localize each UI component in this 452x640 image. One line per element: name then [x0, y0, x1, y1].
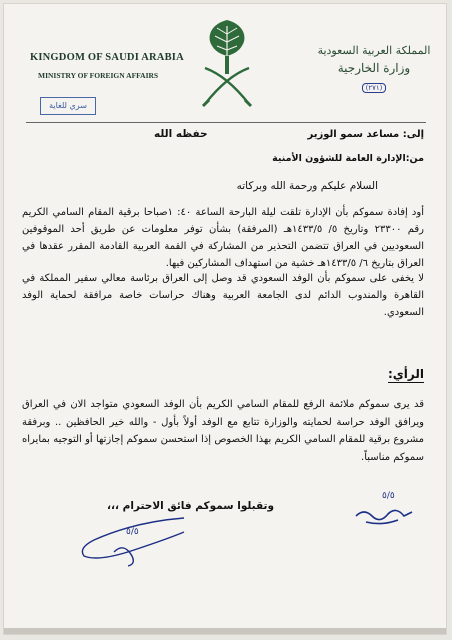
- opinion-heading-text: الرأي:: [388, 367, 424, 381]
- ministry-name-en: MINISTRY OF FOREIGN AFFAIRS: [38, 71, 159, 80]
- secret-stamp: سري للغاية: [40, 97, 96, 115]
- header-divider: [26, 122, 426, 123]
- saudi-emblem-icon: [197, 16, 257, 108]
- initials-signature-icon: [352, 486, 432, 530]
- recipient: إلى: مساعد سمو الوزير: [307, 129, 424, 140]
- scan-edge: [4, 628, 446, 634]
- paragraph-2: لا يخفى على سموكم بأن الوفد السعودي قد وصل إلى العراق برئاسة معالي سفير المملكة في القاهرة والمندوب الدائم لدى الجامعة العربية وهناك حراسات خاصة مرافقة لحماية الوفد السعودي.: [22, 273, 424, 318]
- opinion-heading: [24, 366, 424, 383]
- letter-page: [3, 3, 447, 635]
- paragraph-1: أود إفادة سموكم بأن الإدارة تلقت ليلة البارحة الساعة ٤٠: ١صباحا برقية المقام السامي الكريم رقم ٢٣٣٠٠ وتاريخ ٥/ ١٤٣٣/٥هـ (المرفقة) بشأن توفر معلومات عن طريق أحد الموقوفين السعوديين في العراق تتضمن التحذير من المشاركة في القمة العربية القادمة المقرر عقدها في العراق بتاريخ ٦/ ١٤٣٣/٥هـ خشية من استهداف المشاركين فيها.: [22, 207, 424, 269]
- english-letterhead: [30, 52, 184, 80]
- kingdom-name-ar: المملكة العربية السعودية: [317, 44, 431, 57]
- signature-icon: [74, 512, 194, 572]
- recipient-line: [24, 126, 424, 143]
- arabic-letterhead: [314, 44, 434, 94]
- sig-left-date: ٥/٥: [126, 527, 139, 537]
- kingdom-name-en: KINGDOM OF SAUDI ARABIA: [30, 52, 184, 63]
- ministry-name-ar: وزارة الخارجية: [337, 61, 411, 75]
- paragraph-3: قد يرى سموكم ملائمة الرفع للمقام السامي الكريم بأن الوفد السعودي متواجد الان في العراق ويرافق الوفد حراسة لحمايته والوزارة تتابع مع الوفد أولاً بأول - والله خير الحافظين .. وبرفقة مشروع برقية للمقام السامي الكريم بهذا الخصوص إذا استحسن سموكم إجازتها أو التوجيه بمايراه سموكم مناسباً.: [22, 399, 424, 463]
- recipient-honorific: حفظه الله: [154, 128, 208, 140]
- sender-line: من:الإدارة العامة للشؤون الأمنية: [272, 153, 424, 164]
- salutation: السلام عليكم ورحمة الله وبركاته: [236, 180, 378, 192]
- closing-line: وتقبلوا سموكم فائق الاحترام ،،،: [107, 500, 274, 512]
- reference-code: (٢٧١): [362, 83, 387, 93]
- sig-right-date: ٥/٥: [382, 491, 395, 501]
